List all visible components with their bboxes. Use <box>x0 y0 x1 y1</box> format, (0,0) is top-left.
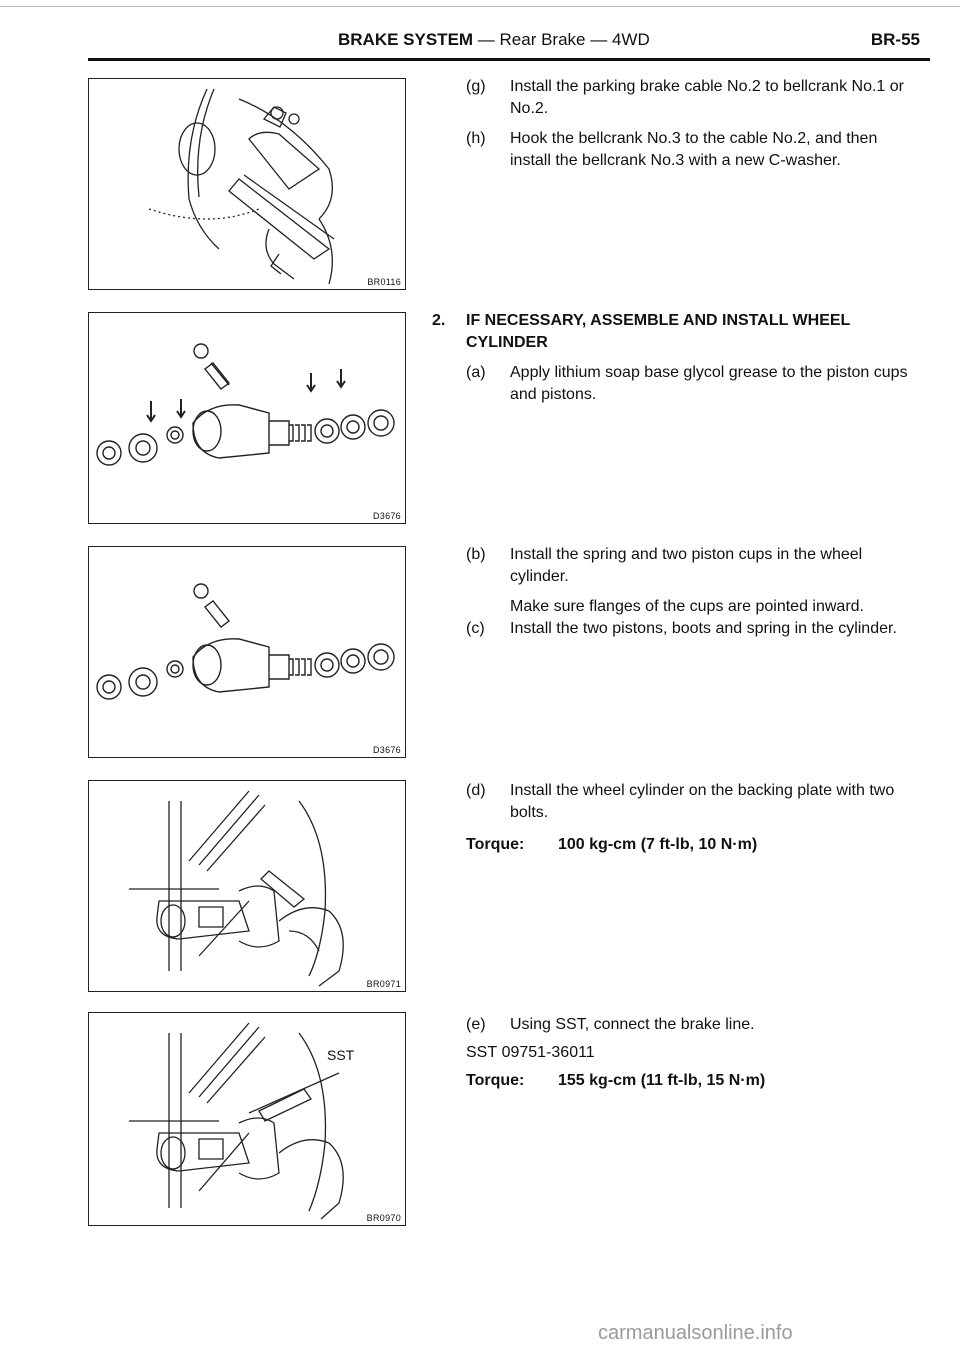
figure-code: BR0971 <box>366 979 401 989</box>
figure-code: D3676 <box>372 745 401 755</box>
step-e <box>466 1014 916 1036</box>
step-label: (b) <box>466 546 486 563</box>
step-text: Install the parking brake cable No.2 to bellcrank No.1 or No.2. <box>510 78 904 117</box>
page-number: BR-55 <box>870 30 920 49</box>
spec-value: 09751-36011 <box>501 1044 595 1061</box>
watermark-link[interactable]: carmanualsonline.info <box>598 1322 793 1344</box>
step-b <box>466 544 916 618</box>
spec-key: Torque: <box>466 1072 525 1089</box>
step-d <box>466 780 916 824</box>
torque-spec-d <box>466 834 757 856</box>
spec-value: 155 kg-cm (11 ft-lb, 15 N·m) <box>558 1072 766 1089</box>
header-rule <box>88 58 930 61</box>
step-c <box>466 618 916 640</box>
cylinder-exploded-illustration <box>89 313 405 523</box>
bellcrank-illustration <box>89 79 405 289</box>
figure-code: D3676 <box>372 511 401 521</box>
spec-key: SST <box>466 1044 498 1061</box>
step-label: (h) <box>466 130 486 147</box>
step-text: Install the two pistons, boots and spring in the cylinder. <box>510 620 897 637</box>
top-divider <box>0 6 960 7</box>
page-header <box>88 30 928 58</box>
step-text: Apply lithium soap base glycol grease to the piston cups and pistons. <box>510 364 908 403</box>
figure-code: BR0116 <box>367 277 401 287</box>
connect-brake-line-illustration <box>89 1013 405 1225</box>
figure-bellcrank <box>88 78 406 290</box>
spec-value: 100 kg-cm (7 ft-lb, 10 N·m) <box>558 836 758 853</box>
step-label: (g) <box>466 78 486 95</box>
step-label: (d) <box>466 782 486 799</box>
step-text: Hook the bellcrank No.3 to the cable No.2, and then install the bellcrank No.3 with a new C-washer. <box>510 130 878 169</box>
step-label: (a) <box>466 364 486 381</box>
sst-spec <box>466 1042 595 1064</box>
figure-cylinder-exploded-arrows <box>88 312 406 524</box>
section-2-heading <box>432 310 918 354</box>
figure-connect-brake-line <box>88 1012 406 1226</box>
section-number: 2. <box>432 312 446 329</box>
spec-key: Torque: <box>466 836 525 853</box>
install-cylinder-illustration <box>89 781 405 991</box>
cylinder-exploded-illustration <box>89 547 405 757</box>
step-text: Install the wheel cylinder on the backing plate with two bolts. <box>510 782 895 821</box>
sst-callout: SST <box>327 1047 355 1063</box>
step-text: Install the spring and two piston cups in the wheel cylinder. <box>510 546 863 585</box>
torque-spec-e <box>466 1070 765 1092</box>
step-h <box>466 128 916 172</box>
step-label: (e) <box>466 1016 486 1033</box>
step-note: Make sure flanges of the cups are pointed inward. <box>510 598 864 615</box>
step-label: (c) <box>466 620 485 637</box>
step-a <box>466 362 916 406</box>
figure-cylinder-exploded <box>88 546 406 758</box>
figure-install-cylinder <box>88 780 406 992</box>
step-g <box>466 76 916 120</box>
section-heading-text: IF NECESSARY, ASSEMBLE AND INSTALL WHEEL CYLINDER <box>466 312 851 351</box>
step-text: Using SST, connect the brake line. <box>510 1016 755 1033</box>
section-title: BRAKE SYSTEM — Rear Brake — 4WD <box>338 30 650 49</box>
figure-code: BR0970 <box>366 1213 401 1223</box>
